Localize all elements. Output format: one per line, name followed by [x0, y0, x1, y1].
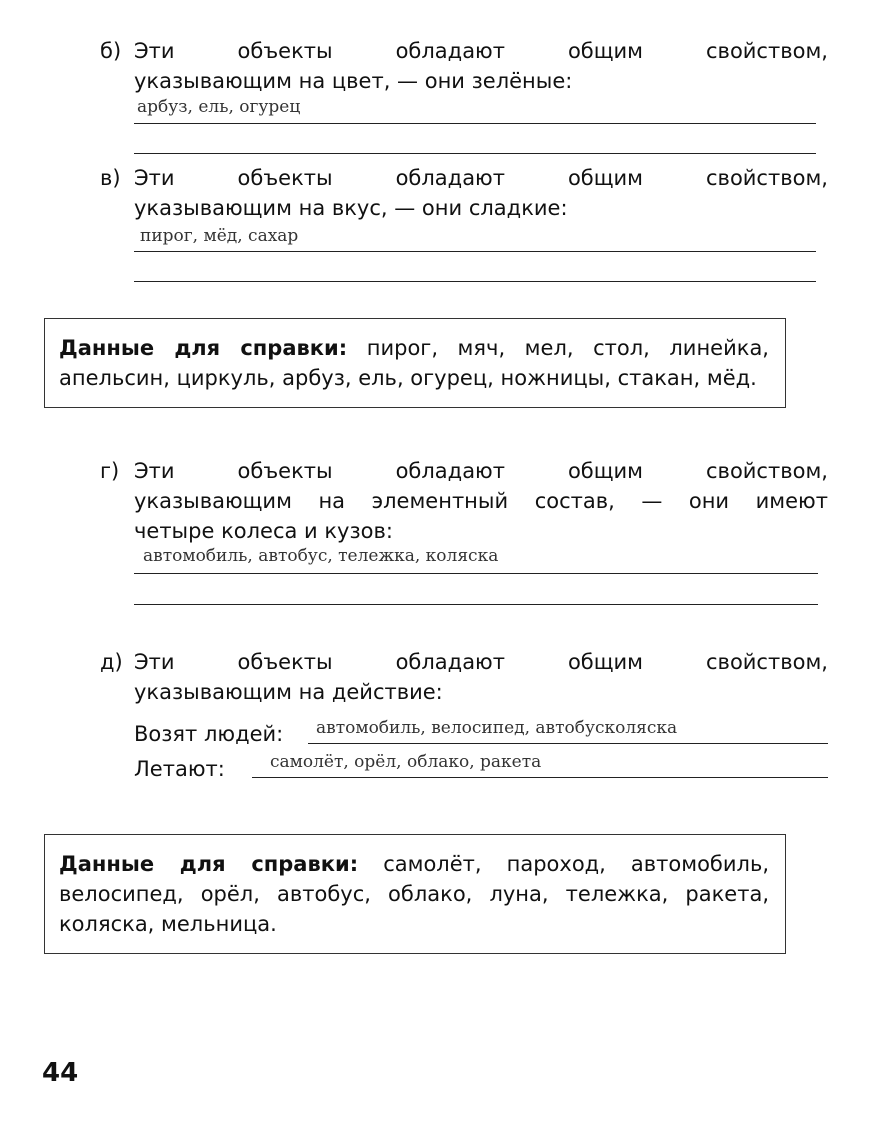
- answer-line: [134, 281, 816, 282]
- page-number: 44: [42, 1058, 79, 1088]
- task-line-2: указывающим на элементный состав, — они имеют: [134, 489, 828, 513]
- task-line-2: указывающим на цвет, — они зелёные:: [134, 69, 573, 93]
- task-letter: б): [100, 39, 122, 63]
- task-line-1: Эти объекты обладают общим свойством,: [134, 650, 828, 674]
- reference-box-2: [44, 834, 786, 954]
- task-b: [100, 36, 828, 96]
- handwritten-answer: автомобиль, велосипед, автобусколяска: [316, 718, 678, 738]
- reference-title: Данные для справки:: [59, 336, 348, 360]
- answer-line: [134, 604, 818, 605]
- task-line-2: указывающим на действие:: [134, 680, 443, 704]
- label-carry-people: Возят людей:: [134, 722, 284, 746]
- task-line-1: Эти объекты обладают общим свойством,: [134, 459, 828, 483]
- task-letter: д): [100, 650, 123, 674]
- task-line-3: четыре колеса и кузов:: [134, 519, 393, 543]
- answer-line: [134, 153, 816, 154]
- task-g: [100, 456, 828, 546]
- handwritten-answer: самолёт, орёл, облако, ракета: [270, 752, 542, 772]
- answer-line: [134, 251, 816, 252]
- reference-box-1: [44, 318, 786, 408]
- reference-text: пирог, мяч, мел, стол, линейка, апельсин, циркуль, арбуз, ель, огурец, ножницы, стакан, мёд.: [59, 336, 769, 390]
- handwritten-answer: арбуз, ель, огурец: [137, 97, 301, 117]
- task-letter: г): [100, 459, 120, 483]
- task-line-2: указывающим на вкус, — они сладкие:: [134, 196, 568, 220]
- answer-line: [134, 123, 816, 124]
- answer-line: [308, 743, 828, 744]
- task-d: [100, 647, 828, 707]
- task-v: [100, 163, 828, 223]
- reference-text: самолёт, пароход, автомобиль, велосипед, орёл, автобус, облако, луна, тележка, ракета, коляска, мельница.: [59, 852, 769, 936]
- task-line-1: Эти объекты обладают общим свойством,: [134, 39, 828, 63]
- task-line-1: Эти объекты обладают общим свойством,: [134, 166, 828, 190]
- task-letter: в): [100, 166, 121, 190]
- reference-title: Данные для справки:: [59, 852, 359, 876]
- handwritten-answer: пирог, мёд, сахар: [140, 226, 299, 246]
- answer-line: [134, 573, 818, 574]
- label-fly: Летают:: [134, 757, 225, 781]
- answer-line: [252, 777, 828, 778]
- handwritten-answer: автомобиль, автобус, тележка, коляска: [143, 546, 499, 566]
